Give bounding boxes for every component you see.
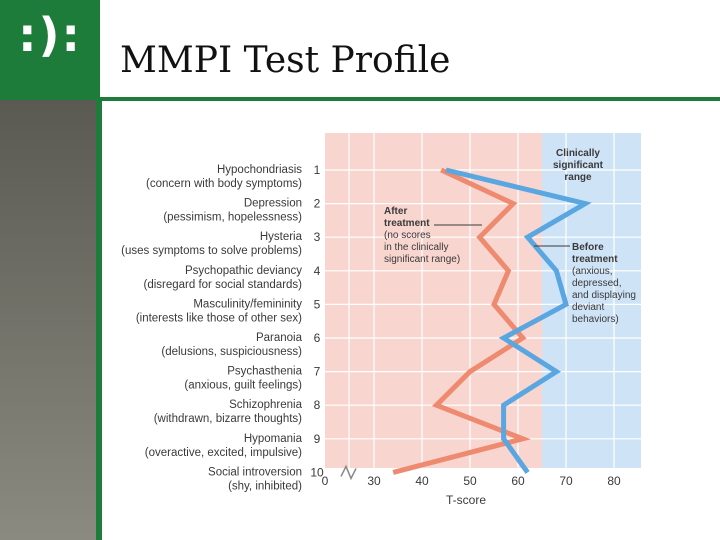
scale-description: (shy, inhibited) <box>228 480 302 493</box>
scale-number: 4 <box>313 263 321 278</box>
x-axis-label: T-score <box>445 493 487 507</box>
after-treatment-annotation: After <box>384 206 408 217</box>
clinical-range-label: Clinically <box>556 148 600 159</box>
scale-number: 5 <box>313 297 321 312</box>
x-tick-label: 80 <box>607 474 621 488</box>
x-tick-label: 40 <box>415 474 429 488</box>
after-treatment-annotation: treatment <box>384 218 430 229</box>
before-treatment-annotation: behaviors) <box>572 314 619 325</box>
scale-name: Depression <box>243 197 302 210</box>
scale-name: Hysteria <box>259 231 302 244</box>
x-tick-label: 30 <box>367 474 381 488</box>
before-treatment-annotation: treatment <box>572 254 618 265</box>
x-tick-label: 0 <box>321 474 329 488</box>
scale-name: Psychopathic deviancy <box>185 264 302 277</box>
scale-name: Hypomania <box>243 432 302 445</box>
scale-name: Psychasthenia <box>227 365 302 378</box>
scale-description: (interests like those of other sex) <box>135 312 302 325</box>
scale-name: Hypochondriasis <box>216 164 302 176</box>
scale-description: (anxious, guilt feelings) <box>184 379 302 392</box>
x-tick-label: 60 <box>511 474 525 488</box>
x-tick-label: 70 <box>559 474 573 488</box>
scale-number: 7 <box>313 364 321 379</box>
smiley-logo-icon: :): <box>18 8 82 62</box>
scale-description: (withdrawn, bizarre thoughts) <box>153 413 302 426</box>
scale-number: 9 <box>313 431 321 446</box>
scale-description: (uses symptoms to solve problems) <box>121 245 302 258</box>
scale-number: 1 <box>313 163 321 177</box>
clinical-range-label: range <box>564 172 592 183</box>
after-treatment-annotation: (no scores <box>384 230 431 241</box>
scale-name: Paranoia <box>255 332 302 344</box>
scale-number: 3 <box>313 230 321 245</box>
scale-description: (pessimism, hopelessness) <box>163 211 302 224</box>
after-treatment-annotation: in the clinically <box>384 242 449 253</box>
scale-description: (delusions, suspiciousness) <box>161 346 302 358</box>
scale-number: 10 <box>310 465 324 480</box>
scale-description: (overactive, excited, impulsive) <box>144 446 302 459</box>
clinical-range-label: significant <box>552 160 604 171</box>
page-title: MMPI Test Profile <box>120 40 451 81</box>
before-treatment-annotation: Before <box>572 242 604 253</box>
scale-number: 2 <box>313 196 321 211</box>
scale-name: Schizophrenia <box>229 399 302 412</box>
scale-number: 6 <box>313 331 321 345</box>
before-treatment-annotation: depressed, <box>572 278 622 289</box>
scale-description: (concern with body symptoms) <box>146 178 302 190</box>
axis-break-icon <box>341 466 356 478</box>
after-treatment-annotation: significant range) <box>384 254 461 265</box>
before-treatment-annotation: deviant <box>572 302 605 313</box>
scale-description: (disregard for social standards) <box>143 278 302 291</box>
before-treatment-annotation: (anxious, <box>572 266 613 277</box>
scale-name: Masculinity/femininity <box>193 298 302 311</box>
scale-number: 8 <box>313 398 321 413</box>
x-tick-label: 50 <box>463 474 477 488</box>
before-treatment-annotation: and displaying <box>572 290 636 301</box>
scale-name: Social introversion <box>208 466 302 479</box>
